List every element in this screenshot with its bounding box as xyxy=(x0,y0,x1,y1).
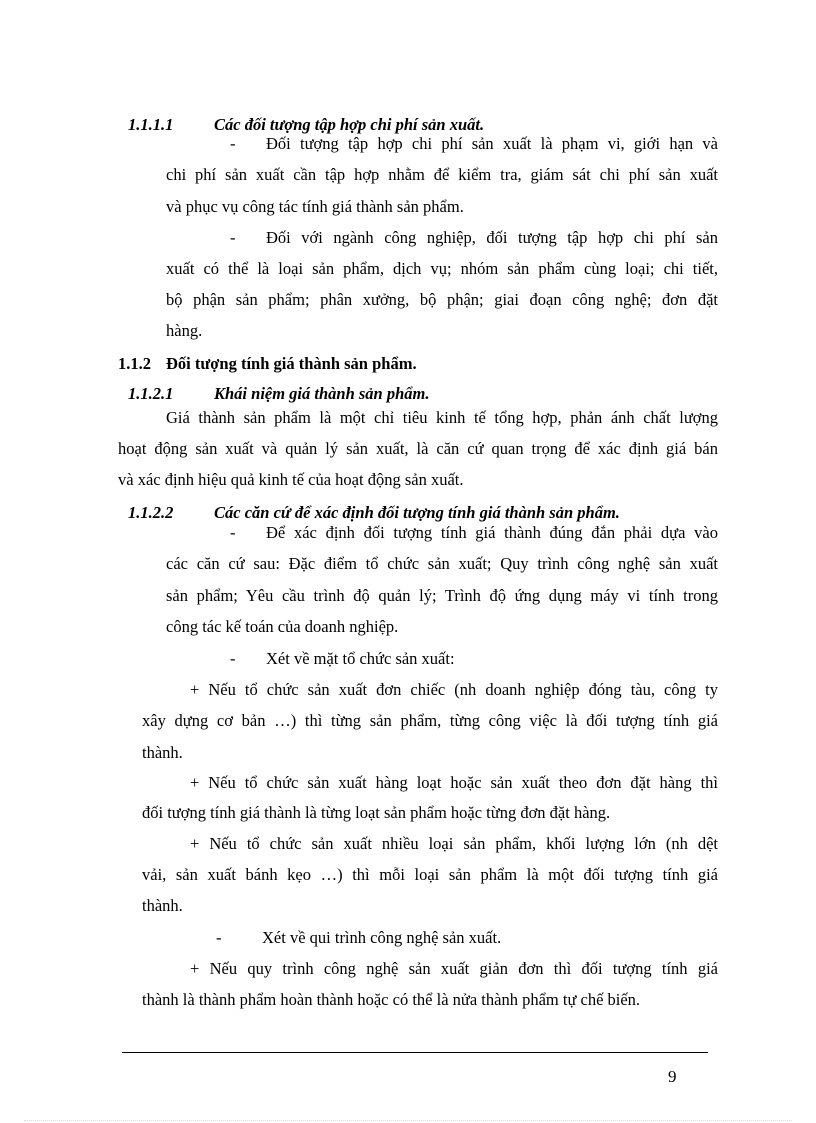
section-heading: Các căn cứ để xác định đối tượng tính giá thành sản phẩm. xyxy=(214,503,620,522)
page-bottom-divider xyxy=(24,1120,792,1121)
paragraph-line: hàng. xyxy=(166,321,203,340)
paragraph-line: sản phẩm; Yêu cầu trình độ quản lý; Trình độ ứng dụng máy vi tính trong xyxy=(166,586,718,605)
paragraph-line: thành. xyxy=(142,896,183,915)
bullet-dash: - xyxy=(216,928,222,947)
section-number: 1.1.2 xyxy=(118,354,151,373)
section-number: 1.1.2.2 xyxy=(128,503,174,522)
section-heading: Khái niệm giá thành sản phẩm. xyxy=(214,384,430,403)
paragraph-line: xuất có thể là loại sản phẩm, dịch vụ; nhóm sản phẩm cùng loại; chi tiết, xyxy=(166,259,718,278)
paragraph-line: công tác kế toán của doanh nghiệp. xyxy=(166,617,399,636)
paragraph-line: Giá thành sản phẩm là một chỉ tiêu kinh tế tổng hợp, phản ánh chất lượng xyxy=(166,408,718,427)
bullet-dash: - xyxy=(230,523,236,542)
bullet-dash: - xyxy=(230,649,236,668)
paragraph-line: và phục vụ công tác tính giá thành sản phẩm. xyxy=(166,197,464,216)
paragraph-line: vải, sản xuất bánh kẹo …) thì mỗi loại sản phẩm là một đối tượng tính giá xyxy=(142,865,718,884)
paragraph-line: Đối tượng tập hợp chi phí sản xuất là phạm vi, giới hạn và xyxy=(266,134,718,153)
paragraph-line: hoạt động sản xuất và quản lý sản xuất, là căn cứ quan trọng để xác định giá bán xyxy=(118,439,718,458)
paragraph-line: và xác định hiệu quả kinh tế của hoạt động sản xuất. xyxy=(118,470,464,489)
page-number: 9 xyxy=(668,1067,677,1086)
paragraph-line: các căn cứ sau: Đặc điểm tổ chức sản xuất; Quy trình công nghệ sản xuất xyxy=(166,554,718,573)
paragraph-line: + Nếu tổ chức sản xuất hàng loạt hoặc sản xuất theo đơn đặt hàng thì xyxy=(190,773,718,792)
footer-rule xyxy=(122,1052,708,1053)
paragraph-line: + Nếu tổ chức sản xuất nhiều loại sản phẩm, khối lượng lớn (nh dệt xyxy=(190,834,718,853)
paragraph-line: thành. xyxy=(142,743,183,762)
section-heading: Các đối tượng tập hợp chi phí sản xuất. xyxy=(214,115,485,134)
section-heading: Đối tượng tính giá thành sản phẩm. xyxy=(166,354,417,373)
paragraph-line: Để xác định đối tượng tính giá thành đúng đắn phải dựa vào xyxy=(266,523,718,542)
paragraph-line: Xét về qui trình công nghệ sản xuất. xyxy=(262,928,502,947)
paragraph-line: bộ phận sản phẩm; phân xưởng, bộ phận; giai đoạn công nghệ; đơn đặt xyxy=(166,290,718,309)
paragraph-line: Đối với ngành công nghiệp, đối tượng tập hợp chi phí sản xyxy=(266,228,718,247)
section-number: 1.1.1.1 xyxy=(128,115,174,134)
paragraph-line: + Nếu tổ chức sản xuất đơn chiếc (nh doanh nghiệp đóng tàu, công ty xyxy=(190,680,718,699)
paragraph-line: đối tượng tính giá thành là từng loạt sản phẩm hoặc từng đơn đặt hàng. xyxy=(142,803,611,822)
paragraph-line: + Nếu quy trình công nghệ sản xuất giản đơn thì đối tượng tính giá xyxy=(190,959,718,978)
section-number: 1.1.2.1 xyxy=(128,384,174,403)
paragraph-line: Xét về mặt tổ chức sản xuất: xyxy=(266,649,455,668)
paragraph-line: thành là thành phẩm hoàn thành hoặc có thể là nửa thành phẩm tự chế biến. xyxy=(142,990,641,1009)
bullet-dash: - xyxy=(230,134,236,153)
bullet-dash: - xyxy=(230,228,236,247)
paragraph-line: chi phí sản xuất cần tập hợp nhằm để kiểm tra, giám sát chi phí sản xuất xyxy=(166,165,718,184)
paragraph-line: xây dựng cơ bản …) thì từng sản phẩm, từng công việc là đối tượng tính giá xyxy=(142,711,718,730)
